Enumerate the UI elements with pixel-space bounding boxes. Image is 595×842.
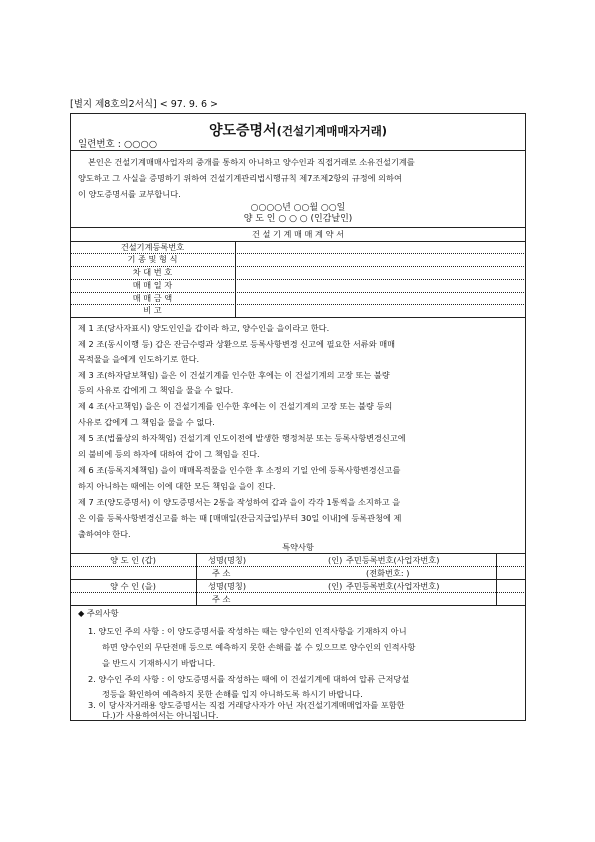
intro-line: 양도하고 그 사실을 증명하기 위하여 건설기계관리법시행규칙 제7조제2항의 규정에 의하여: [78, 173, 402, 183]
contract-row-label: 매 매 일 자: [132, 280, 173, 290]
regno-label: 주민등록번호(사업자번호): [346, 555, 440, 565]
serial-number: 일련번호 : ○○○○: [78, 139, 158, 150]
divider: [70, 317, 526, 318]
form-header: [별지 제8호의2서식] < 97. 9. 6 >: [70, 99, 218, 110]
divider: [70, 605, 526, 606]
note-line: 다.)가 사용하여서는 아니됩니다.: [102, 710, 219, 720]
article-line: 사유로 갑에게 그 책임을 물을 수 없다.: [78, 417, 215, 427]
title-sub: (건설기계매매자거래): [276, 124, 388, 138]
article-line: 제 6 조(등록지체책임) 을이 매매목적물을 인수한 후 소정의 기일 안에 등록사항변경신고를: [78, 465, 401, 475]
note-line: 3. 이 당사자거래용 양도증명서는 직접 거래당사자가 아닌 자(건설기계매매업자를 포함한: [88, 700, 405, 710]
name-label: 성명(명칭): [208, 581, 247, 591]
contract-title: 건 설 기 계 매 매 계 약 서: [251, 229, 344, 239]
row-divider: [70, 592, 526, 593]
note-line: 2. 양수인 주의 사항 : 이 양도증명서를 작성하는 때에 이 건설기계에 대하여 압류 근저당설: [88, 674, 410, 684]
note-line: 하면 양수인의 무단전매 등으로 예측하지 못한 손해를 볼 수 있으므로 양수인의 인적사항: [102, 642, 416, 652]
note-line: 을 반드시 기재하시기 바랍니다.: [102, 658, 216, 668]
article-line: 목적물을 을에게 인도하기로 한다.: [78, 354, 200, 364]
special-terms-title: 특약사항: [282, 542, 314, 552]
address-label: 주 소: [212, 568, 231, 578]
transferee-label: 양 수 인 (을): [110, 581, 156, 591]
issue-date: ○○○○년 ○○월 ○○일: [250, 203, 346, 213]
contract-row-label: 매 매 금 액: [132, 293, 173, 303]
title-main: 양도증명서: [208, 123, 277, 139]
transferor-label: 양 도 인 (갑): [110, 555, 156, 565]
divider: [70, 227, 526, 228]
seal-label: (인): [328, 555, 343, 565]
article-line: 제 4 조(사고책임) 을은 이 건설기계를 인수한 후에는 이 건설기계의 고장 또는 불량 등의: [78, 401, 393, 411]
article-line: 제 7 조(양도증명서) 이 양도증명서는 2통을 작성하여 갑과 을이 각각 1통씩을 소지하고 을: [78, 497, 401, 507]
article-line: 제 5 조(법률상의 하자책임) 건설기계 인도이전에 발생한 행정처분 또는 등록사항변경신고에: [78, 433, 406, 443]
row-divider: [70, 579, 526, 580]
article-line: 의 불비에 등의 하자에 대하여 갑이 그 책임을 진다.: [78, 449, 260, 459]
article-line: 하지 아니하는 때에는 이에 대한 모든 책임을 을이 진다.: [78, 481, 276, 491]
article-line: 제 2 조(동시이행 등) 갑은 잔금수령과 상환으로 등록사항변경 신고에 필요한 서류와 매매: [78, 339, 396, 349]
note-line: 정등을 확인하여 예측하지 못한 손해를 입지 아니하도록 하시기 바랍니다.: [102, 689, 363, 699]
contract-row-label: 차 대 번 호: [132, 267, 173, 277]
article-line: 출하여야 한다.: [78, 529, 131, 539]
name-label: 성명(명칭): [208, 555, 247, 565]
row-divider: [70, 566, 526, 567]
transferor-signature: 양 도 인 ○ ○ ○ (인감날인): [243, 214, 353, 224]
phone-label: (전화번호: ): [366, 568, 410, 578]
article-line: 등의 사유로 갑에게 그 책임을 물을 수 없다.: [78, 385, 234, 395]
note-line: 1. 양도인 주의 사항 : 이 양도증명서를 작성하는 때는 양수인의 인적사항을 기재하지 아니: [88, 626, 407, 636]
intro-line: 본인은 건설기계매매사업자의 중개를 통하지 아니하고 양수인과 직접거래로 소유건설기계를: [88, 157, 415, 167]
intro-line: 이 양도증명서를 교부합니다.: [78, 189, 181, 199]
seal-label: (인): [328, 581, 343, 591]
article-line: 제 1 조(당사자표시) 양도인인을 갑이라 하고, 양수인을 을이라고 한다.: [78, 323, 330, 333]
address-label: 주 소: [212, 594, 231, 604]
divider: [70, 150, 526, 151]
article-line: 은 이를 등록사항변경신고를 하는 때 [매매일(잔금지급일)부터 30일 이내]에 등록관청에 제: [78, 513, 402, 523]
divider: [70, 553, 526, 554]
contract-row-label: 건설기계등록번호: [120, 242, 185, 252]
notes-title: ◆ 주의사항: [78, 608, 119, 618]
article-line: 제 3 조(하자담보책임) 을은 이 건설기계를 인수한 후에는 이 건설기계의 고장 또는 불량: [78, 370, 390, 380]
contract-row-label: 비 고: [143, 305, 162, 315]
contract-row-label: 기 종 및 형 식: [127, 254, 178, 264]
page-title: [70, 120, 526, 140]
regno-label: 주민등록번호(사업자번호): [346, 581, 440, 591]
